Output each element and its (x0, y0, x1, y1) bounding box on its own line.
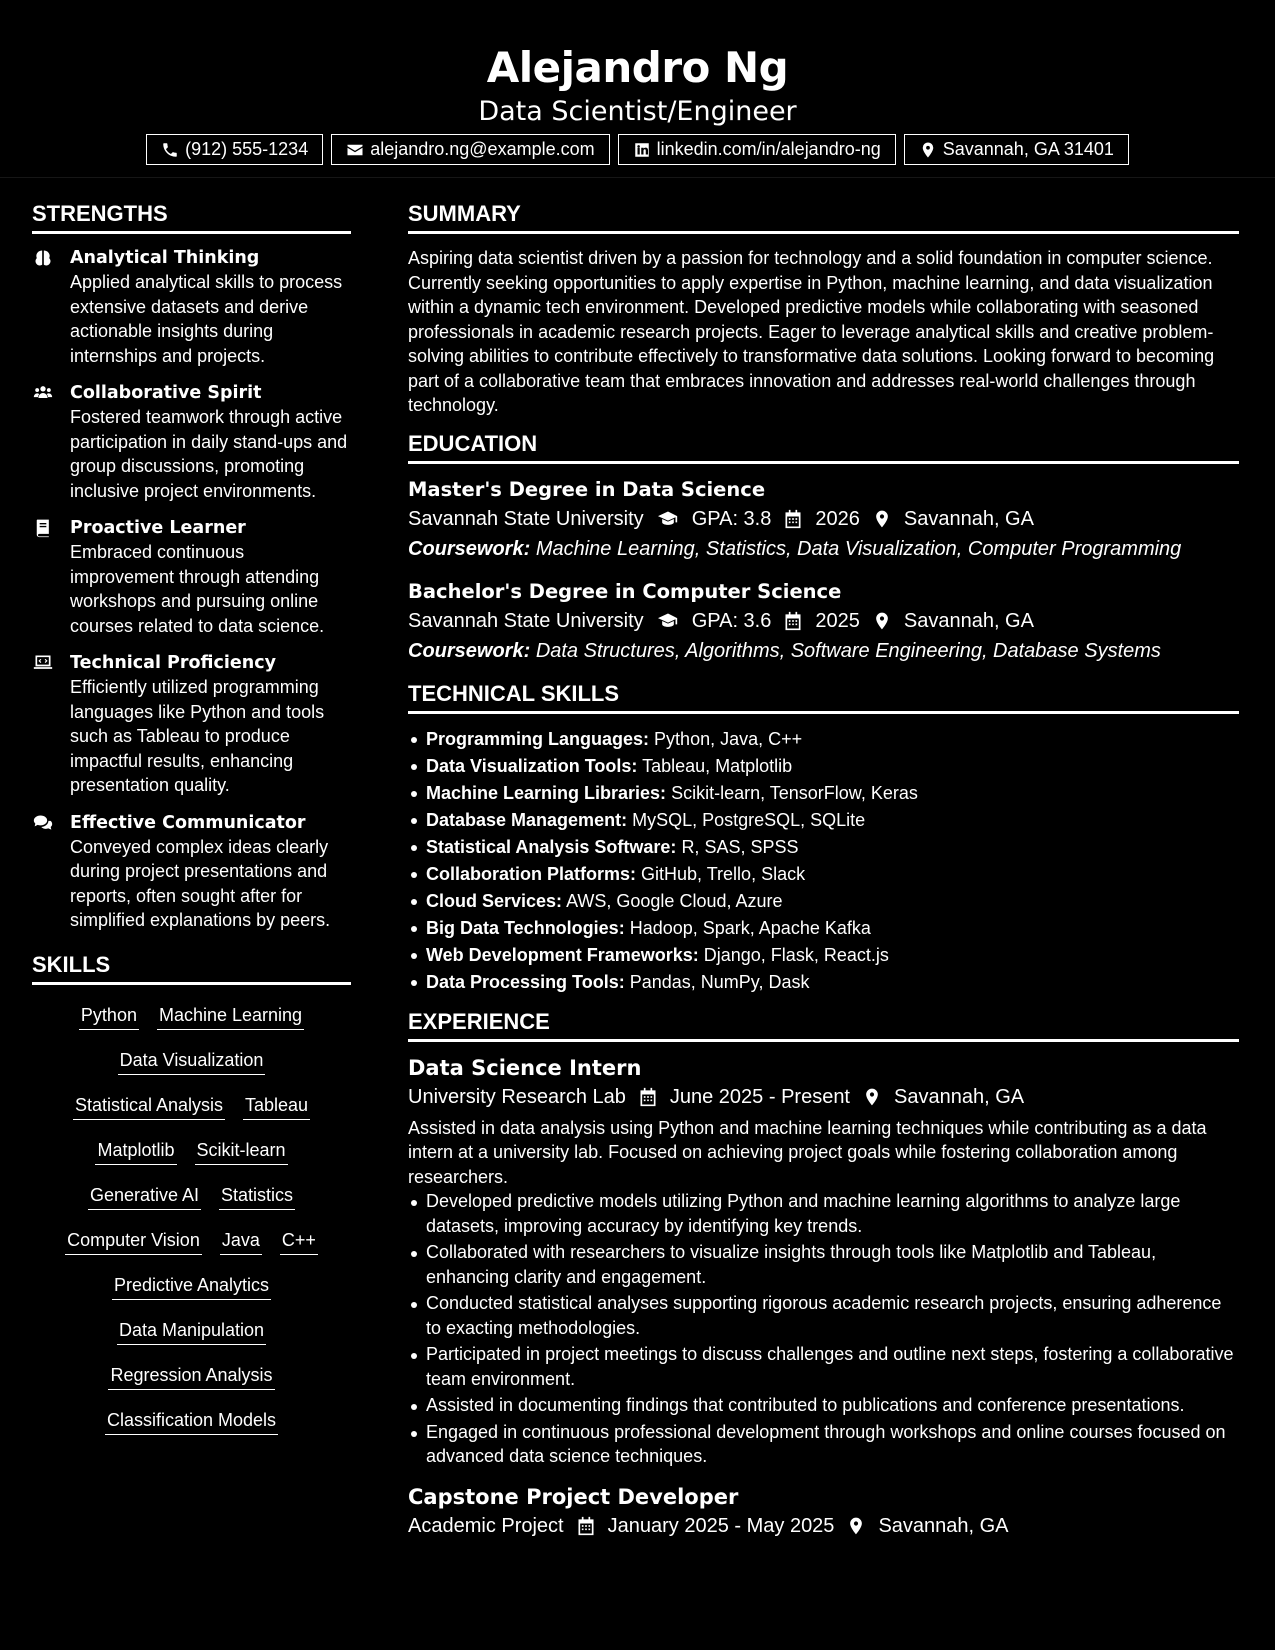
list-item (408, 942, 1239, 969)
left-column (32, 200, 351, 1435)
list-item (408, 726, 1239, 753)
phone-icon (161, 141, 179, 159)
skill-tag: Data Manipulation (117, 1318, 266, 1345)
tech-skill-label: Machine Learning Libraries: (426, 782, 667, 803)
coursework-list: Machine Learning, Statistics, Data Visualization, Computer Programming (535, 537, 1182, 560)
book-icon (32, 518, 54, 538)
skill-tag: Computer Vision (65, 1228, 202, 1255)
coursework-label: Coursework: (408, 537, 531, 560)
map-marker-icon (862, 1087, 882, 1107)
list-item (408, 834, 1239, 861)
strength-item (32, 651, 351, 798)
graduation-cap-icon (656, 611, 680, 631)
job-title: Capstone Project Developer (408, 1484, 739, 1509)
job-organization: Academic Project (408, 1514, 564, 1537)
contact-linkedin-text: linkedin.com/in/alejandro-ng (656, 139, 881, 159)
contact-linkedin[interactable] (618, 134, 896, 165)
map-marker-icon (872, 611, 892, 631)
tech-skill-label: Data Visualization Tools: (426, 755, 638, 776)
tech-skill-value: AWS, Google Cloud, Azure (566, 890, 783, 911)
job-location: Savannah, GA (894, 1085, 1025, 1108)
degree-title: Bachelor's Degree in Computer Science (408, 579, 842, 603)
tech-skill-value: Scikit-learn, TensorFlow, Keras (671, 782, 918, 803)
tech-skill-label: Programming Languages: (426, 728, 650, 749)
map-marker-icon (872, 509, 892, 529)
list-item: Collaborated with researchers to visualize insights through tools like Matplotlib and Tableau, enhancing clarity and engagement. (408, 1240, 1239, 1289)
comments-icon (32, 813, 54, 833)
school-name: Savannah State University (408, 609, 644, 632)
education-location: Savannah, GA (903, 609, 1034, 632)
tech-skill-value: Hadoop, Spark, Apache Kafka (629, 917, 871, 938)
map-marker-icon (919, 141, 937, 159)
contact-location[interactable] (904, 134, 1129, 165)
strength-item (32, 811, 351, 933)
strength-item (32, 516, 351, 638)
school-name: Savannah State University (408, 507, 644, 530)
skill-tag: Scikit-learn (195, 1138, 288, 1165)
skills-list (32, 999, 351, 1435)
calendar-icon (576, 1516, 596, 1536)
graduation-year: 2026 (815, 507, 860, 530)
education-item (408, 476, 1239, 564)
skills-heading: SKILLS (32, 951, 351, 985)
linkedin-icon (633, 141, 651, 159)
graduation-year: 2025 (815, 609, 860, 632)
coursework-label: Coursework: (408, 639, 531, 662)
tech-skill-label: Data Processing Tools: (426, 971, 625, 992)
list-item: Participated in project meetings to discuss challenges and outline next steps, fostering a collaborative team environment. (408, 1342, 1239, 1391)
list-item: Developed predictive models utilizing Python and machine learning algorithms to analyze large datasets, improving accuracy by identifying key trends. (408, 1189, 1239, 1238)
tech-skill-value: Python, Java, C++ (654, 728, 803, 749)
skill-tag: Statistical Analysis (73, 1093, 225, 1120)
list-item (408, 780, 1239, 807)
tech-skill-label: Web Development Frameworks: (426, 944, 699, 965)
skill-tag: Machine Learning (157, 1003, 304, 1030)
skill-tag: Tableau (243, 1093, 310, 1120)
job-dates: June 2025 - Present (669, 1085, 850, 1108)
skill-tag: Matplotlib (95, 1138, 176, 1165)
strength-text: Fostered teamwork through active participation in daily stand-ups and group discussions, promoting inclusive project environments. (70, 407, 348, 501)
skill-tag: Java (220, 1228, 262, 1255)
job-location: Savannah, GA (878, 1514, 1009, 1537)
skill-tag: Predictive Analytics (112, 1273, 271, 1300)
calendar-icon (638, 1087, 658, 1107)
list-item (408, 861, 1239, 888)
strength-item (32, 381, 351, 503)
education-item (408, 578, 1239, 666)
tech-skill-label: Database Management: (426, 809, 628, 830)
contact-location-text: Savannah, GA 31401 (942, 139, 1114, 159)
strength-title: Analytical Thinking (70, 248, 260, 268)
tech-skill-label: Statistical Analysis Software: (426, 836, 677, 857)
strength-title: Proactive Learner (70, 518, 246, 538)
job-bullets (408, 1189, 1239, 1469)
list-item: Conducted statistical analyses supporting rigorous academic research projects, ensuring adherence to exacting methodologies. (408, 1291, 1239, 1340)
skill-tag: Python (79, 1003, 139, 1030)
skill-tag: Data Visualization (118, 1048, 266, 1075)
strengths-heading: STRENGTHS (32, 200, 351, 234)
gpa: GPA: 3.8 (691, 507, 772, 530)
resume-header (0, 0, 1275, 178)
contact-bar (0, 134, 1275, 165)
contact-phone[interactable] (146, 134, 323, 165)
job-organization: University Research Lab (408, 1085, 626, 1108)
tech-skill-value: Tableau, Matplotlib (642, 755, 793, 776)
contact-email[interactable] (331, 134, 609, 165)
users-icon (32, 383, 54, 403)
gpa: GPA: 3.6 (691, 609, 772, 632)
summary-heading: SUMMARY (408, 200, 1239, 234)
list-item (408, 753, 1239, 780)
job-dates: January 2025 - May 2025 (607, 1514, 835, 1537)
strength-title: Effective Communicator (70, 812, 306, 833)
strength-text: Embraced continuous improvement through attending workshops and pursuing online courses related to data science. (70, 542, 325, 636)
experience-item (408, 1483, 1239, 1541)
tech-skill-label: Big Data Technologies: (426, 917, 625, 938)
candidate-name: Alejandro Ng (486, 43, 789, 92)
list-item (408, 915, 1239, 942)
contact-email-text: alejandro.ng@example.com (370, 139, 595, 159)
tech-skill-value: GitHub, Trello, Slack (641, 863, 806, 884)
list-item (408, 888, 1239, 915)
experience-item (408, 1054, 1239, 1469)
tech-skill-label: Collaboration Platforms: (426, 863, 637, 884)
job-title: Data Science Intern (408, 1055, 642, 1080)
strength-item (32, 246, 351, 368)
right-column (408, 200, 1239, 1555)
brain-icon (32, 248, 54, 268)
list-item (408, 807, 1239, 834)
strength-title: Technical Proficiency (70, 653, 276, 673)
list-item: Assisted in documenting findings that contributed to publications and conference presentations. (408, 1393, 1239, 1418)
tech-skill-value: MySQL, PostgreSQL, SQLite (632, 809, 866, 830)
laptop-code-icon (32, 653, 54, 673)
education-location: Savannah, GA (903, 507, 1034, 530)
skill-tag: Regression Analysis (108, 1363, 274, 1390)
experience-heading: EXPERIENCE (408, 1008, 1239, 1042)
skill-tag: Generative AI (88, 1183, 201, 1210)
skill-tag: C++ (280, 1228, 318, 1255)
strength-text: Applied analytical skills to process extensive datasets and derive actionable insights during internships and projects. (70, 272, 343, 366)
skill-tag: Statistics (219, 1183, 295, 1210)
summary-text: Aspiring data scientist driven by a passion for technology and a solid foundation in computer science. Currently seeking opportunities to apply expertise in Python, machine learning, and data visualization within a dynamic tech environment. Developed predictive models while collaborating with seasoned professionals in academic research projects. Eager to leverage analytical skills and creative problem-solving abilities to contribute effectively to transformative data solutions. Looking forward to becoming part of a collaborative team that embraces innovation and addresses real-world challenges through technology. (408, 248, 1215, 415)
skill-tag: Classification Models (105, 1408, 278, 1435)
calendar-icon (783, 509, 803, 529)
strength-text: Efficiently utilized programming languages like Python and tools such as Tableau to produce impactful results, enhancing presentation quality. (70, 677, 325, 795)
technical-skills-heading: TECHNICAL SKILLS (408, 680, 1239, 714)
tech-skill-value: Pandas, NumPy, Dask (629, 971, 810, 992)
job-description: Assisted in data analysis using Python and machine learning techniques while contributing as a data intern at a university lab. Focused on achieving project goals while fostering collaboration among researchers. (408, 1117, 1207, 1187)
list-item (408, 969, 1239, 996)
technical-skills-list (408, 726, 1239, 996)
degree-title: Master's Degree in Data Science (408, 477, 766, 501)
graduation-cap-icon (656, 509, 680, 529)
tech-skill-label: Cloud Services: (426, 890, 563, 911)
contact-phone-text: (912) 555-1234 (185, 139, 309, 159)
tech-skill-value: R, SAS, SPSS (681, 836, 799, 857)
map-marker-icon (846, 1516, 866, 1536)
calendar-icon (783, 611, 803, 631)
tech-skill-value: Django, Flask, React.js (703, 944, 889, 965)
coursework-list: Data Structures, Algorithms, Software Engineering, Database Systems (535, 639, 1161, 662)
strength-text: Conveyed complex ideas clearly during project presentations and reports, often sought after for simplified explanations by peers. (70, 836, 331, 930)
list-item: Engaged in continuous professional development through workshops and online courses focused on advanced data science techniques. (408, 1420, 1239, 1469)
candidate-title: Data Scientist/Engineer (478, 96, 797, 127)
envelope-icon (346, 141, 364, 159)
strength-title: Collaborative Spirit (70, 383, 262, 403)
education-heading: EDUCATION (408, 430, 1239, 464)
